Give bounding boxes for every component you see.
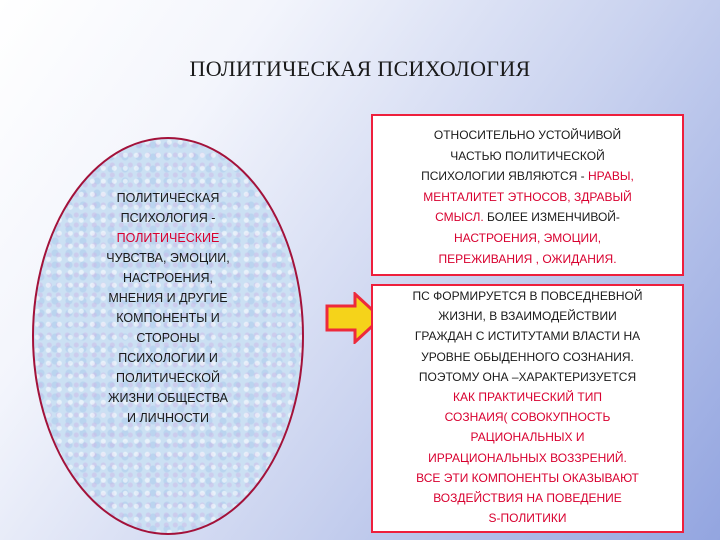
ellipse-line: И ЛИЧНОСТИ [127,411,209,425]
ellipse-line: КОМПОНЕНТЫ И [116,311,220,325]
ellipse-line: ПОЛИТИЧЕСКОЙ [116,371,220,385]
box2-line [379,468,676,488]
ellipse-line: ПОЛИТИЧЕСКИЕ [116,231,220,245]
box1-line [381,146,674,167]
stable-components-box [371,114,684,276]
box1-line [381,207,674,228]
box1-line [381,249,674,270]
ellipse-line: ПСИХОЛОГИЯ - [120,211,216,225]
box1-text-segment: БОЛЕЕ ИЗМЕНЧИВОЙ- [483,210,620,225]
box2-text-segment: ВСЕ ЭТИ КОМПОНЕНТЫ ОКАЗЫВАЮТ [416,470,639,485]
box2-text-segment: РАЦИОНАЛЬНЫХ И [470,430,585,445]
box2-text-segment: ПОЭТОМУ ОНА –ХАРАКТЕРИЗУЕТСЯ [418,369,637,384]
box2-line [379,306,676,326]
ellipse-line: ПСИХОЛОГИИ И [118,351,218,365]
slide-title: ПОЛИТИЧЕСКАЯ ПСИХОЛОГИЯ [189,56,531,81]
box2-text-segment: СОЗНАИЯ( СОВОКУПНОСТЬ [444,410,611,425]
box2-line [379,286,676,306]
box1-text-segment: ОТНОСИТЕЛЬНО УСТОЙЧИВОЙ [433,128,622,142]
box2-line [379,347,676,367]
box2-line [379,427,676,447]
ellipse-line: ПОЛИТИЧЕСКАЯ [116,191,220,205]
box1-text-segment: НАСТРОЕНИЯ, ЭМОЦИИ, [453,230,602,245]
box2-text-segment: ГРАЖДАН С ИСТИТУТАМИ ВЛАСТИ НА [414,329,641,344]
formation-box [371,284,684,533]
ellipse-definition-text [40,188,296,428]
box2-line [379,367,676,387]
ellipse-line: СТОРОНЫ [136,331,200,345]
box1-text-segment: НРАВЫ, [588,169,634,184]
box1-text-segment: МЕНТАЛИТЕТ ЭТНОСОВ, ЗДРАВЫЙ [423,189,632,204]
box1-text-segment: СМЫСЛ. [435,210,484,225]
ellipse-line: МНЕНИЯ И ДРУГИЕ [108,291,228,305]
box2-text-segment: S-ПОЛИТИКИ [488,511,567,526]
box2-line [379,326,676,346]
box2-text-segment: УРОВНЕ ОБЫДЕННОГО СОЗНАНИЯ. [421,349,634,364]
box1-text-segment: ЧАСТЬЮ ПОЛИТИЧЕСКОЙ [450,148,605,163]
box2-text-segment: ПС ФОРМИРУЕТСЯ В ПОВСЕДНЕВНОЙ [412,289,643,303]
ellipse-line: ЖИЗНИ ОБЩЕСТВА [107,391,229,405]
box2-text-segment: ИРРАЦИОНАЛЬНЫХ ВОЗЗРЕНИЙ. [428,450,627,465]
ellipse-line: НАСТРОЕНИЯ, [123,271,213,285]
box2-text-segment: ЖИЗНИ, В ВЗАИМОДЕЙСТВИИ [438,309,617,324]
box1-text-segment: ПСИХОЛОГИИ ЯВЛЯЮТСЯ - [421,169,589,184]
box1-text-segment: ПЕРЕЖИВАНИЯ , ОЖИДАНИЯ. [438,251,617,266]
box1-line [381,125,674,146]
box2-text-segment: ВОЗДЕЙСТВИЯ НА ПОВЕДЕНИЕ [433,491,622,506]
box2-line [379,508,676,528]
box2-text-segment: КАК ПРАКТИЧЕСКИЙ ТИП [453,390,602,405]
box2-line [379,448,676,468]
box2-line [379,387,676,407]
box2-line [379,488,676,508]
box1-line [381,166,674,187]
box1-line [381,187,674,208]
ellipse-line: ЧУВСТВА, ЭМОЦИИ, [106,251,230,265]
box1-line [381,228,674,249]
box2-line [379,407,676,427]
